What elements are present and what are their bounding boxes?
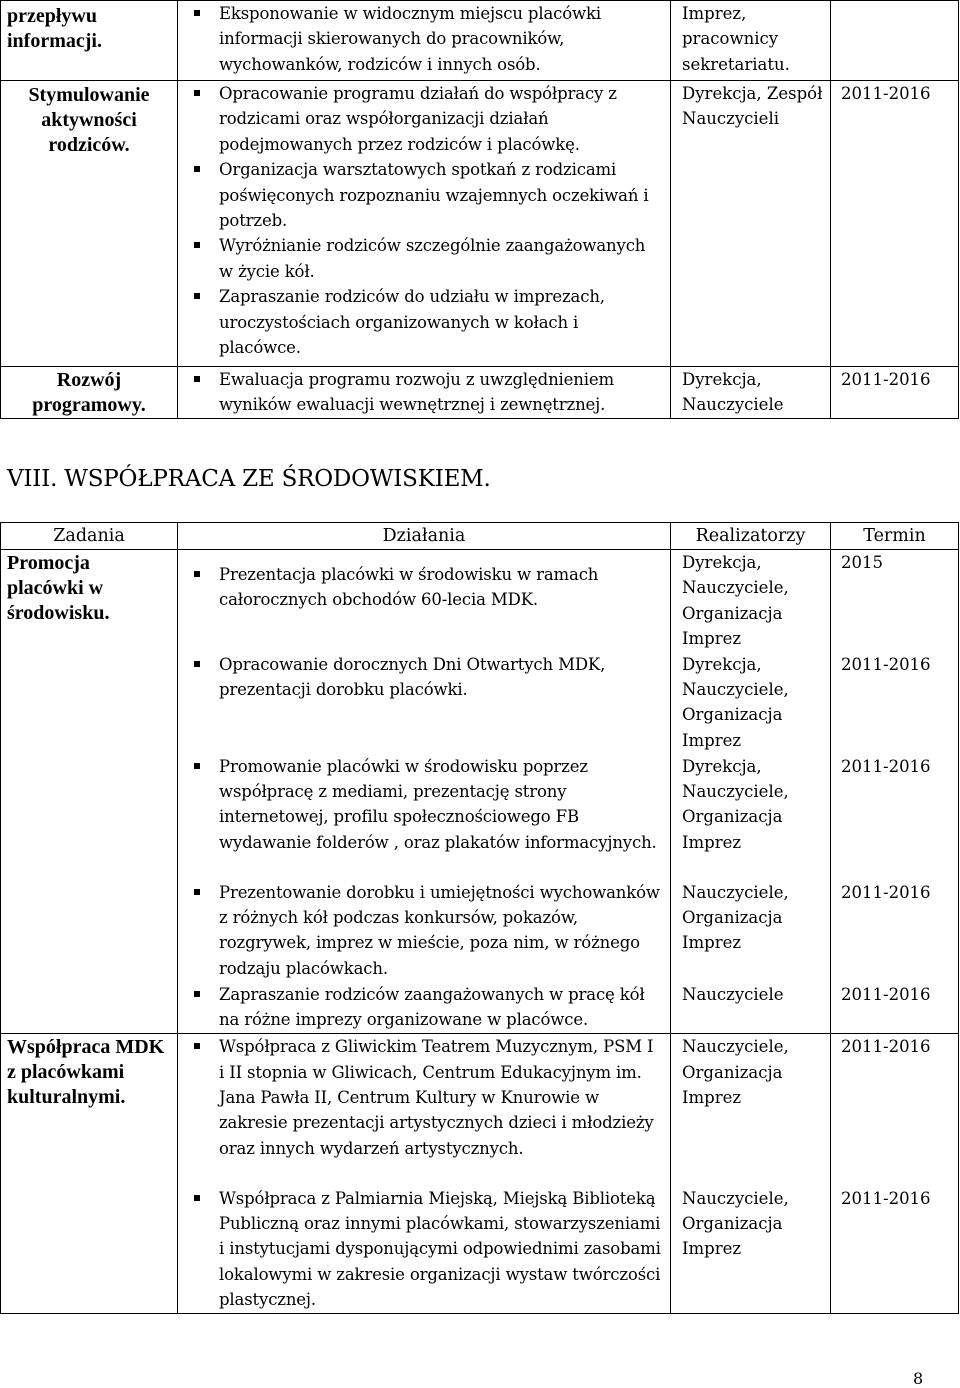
term-cell: 2011-2016 [831, 81, 959, 367]
executors-cell: Imprez, pracownicy sekretariatu. [671, 1, 831, 81]
actions-cell [178, 880, 671, 982]
column-header-tasks: Zadania [1, 523, 178, 550]
list-item [194, 562, 662, 613]
list-item [194, 367, 662, 418]
task-label: Współpraca MDK z placówkami kulturalnymi. [7, 1036, 165, 1109]
action-text: Promowanie placówki w środowisku poprzez współpracę z mediami, prezentację strony internetowej, profilu społecznościowego FB wydawanie folderów , oraz plakatów informacyjnych. [219, 756, 657, 852]
action-text: Eksponowanie w widocznym miejscu placówki informacji skierowanych do pracowników, wychowanków, rodziców i innych osób. [219, 4, 601, 74]
task-cell [1, 1034, 178, 1314]
bullet-icon [194, 661, 200, 667]
page-number: 8 [913, 1369, 924, 1388]
executors-cell: Nauczyciele, Organizacja Imprez [671, 1186, 831, 1314]
action-text: Prezentacja placówki w środowisku w ramach całorocznych obchodów 60-lecia MDK. [219, 565, 599, 610]
term-cell: 2011-2016 [831, 754, 959, 880]
task-label: Stymulowanie aktywności rodziców. [28, 84, 150, 156]
executors-cell: Dyrekcja, Nauczyciele, Organizacja Imprez [671, 754, 831, 880]
executors-cell: Nauczyciele, Organizacja Imprez [671, 1034, 831, 1186]
list-item [194, 157, 662, 233]
action-text: Organizacja warsztatowych spotkań z rodzicami poświęconych rozpoznaniu wzajemnych oczekiwań i potrzeb. [219, 160, 649, 231]
list-item [194, 754, 662, 856]
term-cell: 2011-2016 [831, 652, 959, 754]
actions-cell [178, 1, 671, 81]
list-item [194, 233, 662, 284]
executors-cell: Dyrekcja, Nauczyciele, Organizacja Imprez [671, 652, 831, 754]
bullet-icon [194, 991, 200, 997]
action-text: Współpraca z Gliwickim Teatrem Muzycznym, PSM I i II stopnia w Gliwicach, Centrum Edukacyjnym im. Jana Pawła II, Centrum Kultury w Knurowie w zakresie prezentacji artystycznych dzieci i młodzieży oraz innych wydarzeń artystycznych. [219, 1037, 654, 1158]
action-text: Zapraszanie rodziców zaangażowanych w pracę kół na różne imprezy organizowane w placówce. [219, 984, 645, 1030]
list-item [194, 652, 662, 703]
cooperation-table [0, 522, 959, 1314]
term-cell [831, 1, 959, 81]
task-cell [1, 367, 178, 419]
executors-cell: Dyrekcja, Zespół Nauczycieli [671, 81, 831, 367]
term-cell: 2015 [831, 550, 959, 652]
action-text: Zapraszanie rodziców do udziału w imprezach, uroczystościach organizowanych w kołach i placówce. [219, 287, 605, 358]
column-header-executors: Realizatorzy [671, 523, 831, 550]
term-cell: 2011-2016 [831, 1034, 959, 1186]
action-text: Opracowanie programu działań do współpracy z rodzicami oraz współorganizacji działań podejmowanych przez rodziców i placówkę. [219, 84, 617, 154]
action-text: Opracowanie dorocznych Dni Otwartych MDK, prezentacji dorobku placówki. [219, 654, 606, 700]
bullet-icon [194, 763, 200, 769]
bullet-icon [194, 166, 200, 172]
list-item [194, 880, 662, 982]
task-label: Rozwój programowy. [32, 369, 146, 416]
list-item [194, 1186, 662, 1313]
action-text: Wyróżnianie rodziców szczególnie zaangażowanych w życie kół. [219, 236, 646, 281]
action-text: Ewaluacja programu rozwoju z uwzględnieniem wyników ewaluacji wewnętrznej i zewnętrznej. [219, 370, 615, 415]
actions-cell [178, 367, 671, 419]
term-cell: 2011-2016 [831, 880, 959, 982]
table-header-row [1, 523, 959, 550]
bullet-icon [194, 376, 200, 382]
bullet-icon [194, 10, 200, 16]
actions-cell [178, 1186, 671, 1314]
actions-cell [178, 1034, 671, 1186]
actions-cell [178, 550, 671, 652]
action-text: Współpraca z Palmiarnia Miejską, Miejską Biblioteką Publiczną oraz innymi placówkami, stowarzyszeniami i instytucjami dysponującymi odpowiednimi zasobami lokalowymi w zakresie organizacji wystaw twórczości plastycznej. [219, 1188, 661, 1310]
task-label: przepływu informacji. [7, 5, 102, 52]
column-header-actions: Działania [178, 523, 671, 550]
task-cell [1, 1, 178, 81]
term-cell: 2011-2016 [831, 1186, 959, 1314]
column-header-term: Termin [831, 523, 959, 550]
bullet-icon [194, 1195, 200, 1201]
bullet-icon [194, 90, 200, 96]
actions-cell [178, 754, 671, 880]
table-row [1, 81, 959, 367]
continuation-table [0, 0, 959, 419]
list-item [194, 284, 662, 360]
list-item [194, 982, 662, 1033]
term-cell: 2011-2016 [831, 367, 959, 419]
executors-cell: Nauczyciele [671, 982, 831, 1034]
actions-cell [178, 652, 671, 754]
task-cell [1, 81, 178, 367]
bullet-icon [194, 889, 200, 895]
executors-cell: Nauczyciele, Organizacja Imprez [671, 880, 831, 982]
actions-cell [178, 982, 671, 1034]
term-cell: 2011-2016 [831, 982, 959, 1034]
executors-cell: Dyrekcja, Nauczyciele [671, 367, 831, 419]
bullet-icon [194, 293, 200, 299]
list-item [194, 1034, 662, 1161]
actions-cell [178, 81, 671, 367]
task-cell [1, 550, 178, 1034]
table-row [1, 367, 959, 419]
task-label: Promocja placówki w środowisku. [7, 552, 110, 624]
list-item [194, 1, 662, 77]
bullet-icon [194, 571, 200, 577]
table-row [1, 1, 959, 81]
bullet-icon [194, 242, 200, 248]
bullet-icon [194, 1043, 200, 1049]
section-heading: VIII. WSPÓŁPRACA ZE ŚRODOWISKIEM. [7, 466, 491, 492]
action-text: Prezentowanie dorobku i umiejętności wychowanków z różnych kół podczas konkursów, pokazów, rozgrywek, imprez w mieście, poza nim, w różnego rodzaju placówkach. [219, 882, 660, 978]
table-row [1, 550, 959, 652]
list-item [194, 81, 662, 157]
table-row [1, 1034, 959, 1186]
executors-cell: Dyrekcja, Nauczyciele, Organizacja Imprez [671, 550, 831, 652]
